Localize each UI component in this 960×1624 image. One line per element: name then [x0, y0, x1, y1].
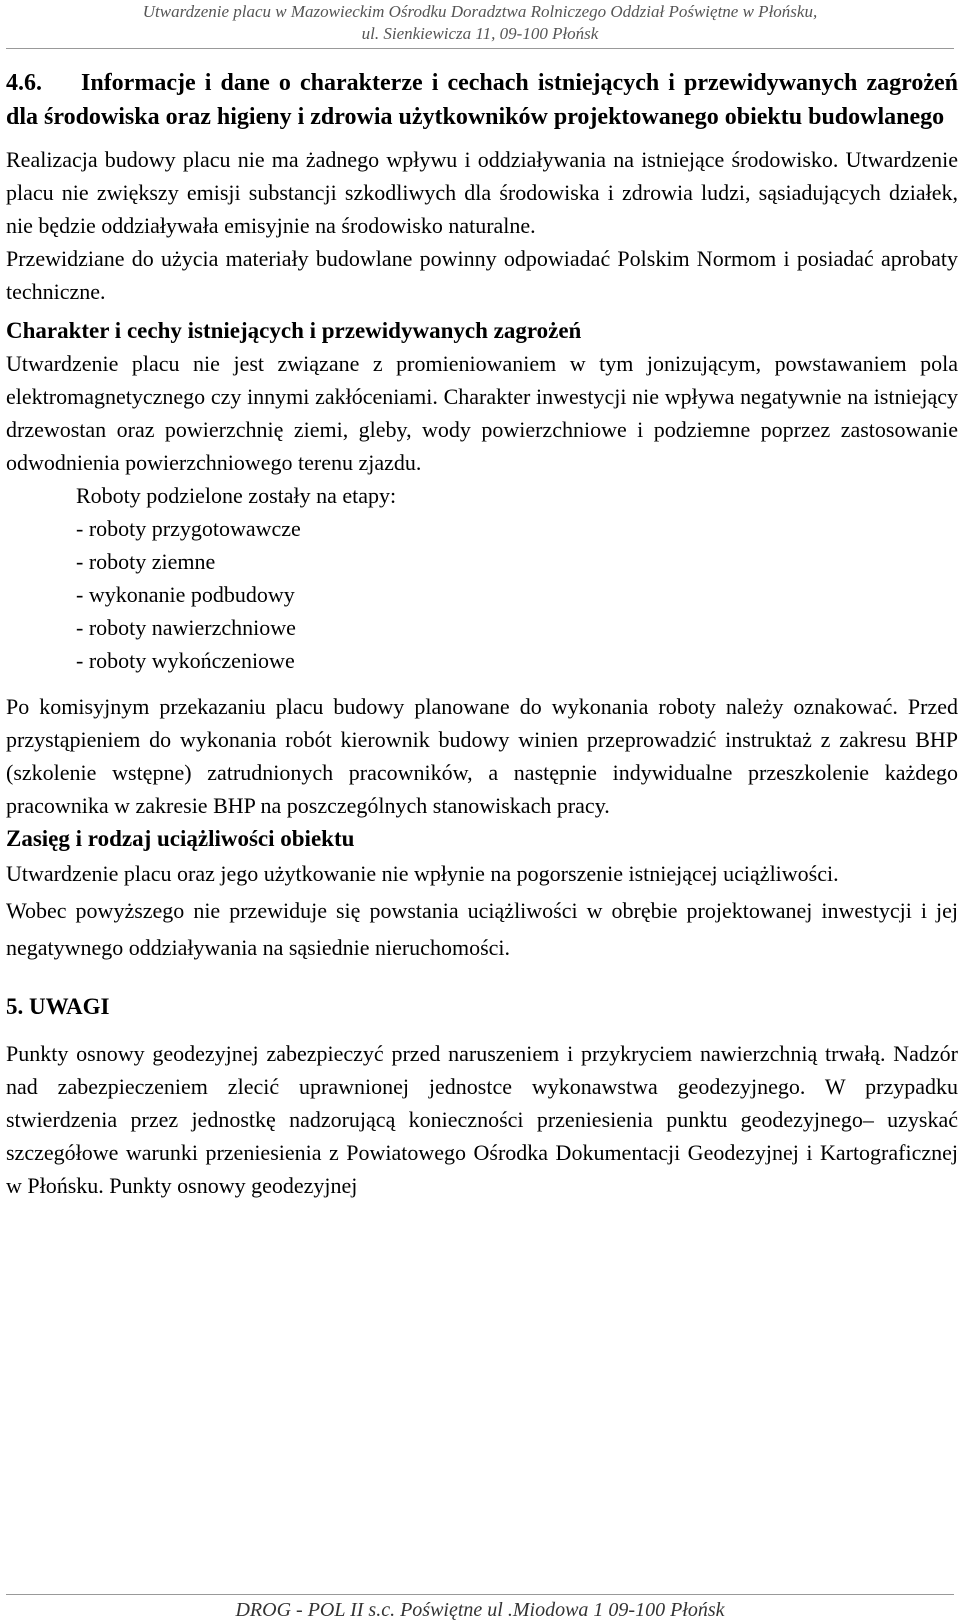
- page-footer: DROG - POL II s.c. Poświętne ul .Miodowa 1 09-100 Płońsk: [235, 1599, 725, 1621]
- paragraph-nuisance: Utwardzenie placu oraz jego użytkowanie nie wpłynie na pogorszenie istniejącej uciążliwości.: [6, 861, 839, 886]
- list-item: - roboty ziemne: [76, 549, 216, 574]
- header-divider: [6, 48, 954, 49]
- section-5-heading: 5. UWAGI: [6, 994, 110, 1019]
- paragraph-safety: Po komisyjnym przekazaniu placu budowy planowane do wykonania roboty należy oznakować. Przed przystąpieniem do wykonania robót kierownik budowy winien przeprowadzić instruktaż z zakresu BHP (szkolenie wstępne) zatrudnionych pracowników, a następnie indywidualne przeszkolenie każdego pracownika w zakresie BHP na poszczególnych stanowiskach pracy.: [6, 694, 958, 818]
- paragraph-materials: Przewidziane do użycia materiały budowlane powinny odpowiadać Polskim Normom i posiadać aprobaty techniczne.: [6, 246, 958, 304]
- section-number: 4.6.: [6, 70, 42, 96]
- list-item: - roboty nawierzchniowe: [76, 615, 296, 640]
- list-item: - roboty przygotowawcze: [76, 516, 301, 541]
- section-4-6-heading: [6, 66, 958, 134]
- section-title: Informacje i dane o charakterze i cechach istniejących i przewidywanych zagrożeń dla środowiska oraz higieny i zdrowia użytkowników projektowanego obiektu budowlanego: [6, 70, 958, 130]
- stages-list: [6, 479, 958, 677]
- subheading-nuisance: Zasięg i rodzaj uciążliwości obiektu: [6, 826, 355, 851]
- header-line-1: Utwardzenie placu w Mazowieckim Ośrodku Doradztwa Rolniczego Oddział Poświętne w Płońsku,: [142, 2, 818, 21]
- paragraph-conclusion: Wobec powyższego nie przewiduje się powstania uciążliwości w obrębie projektowanej inwestycji i jej negatywnego oddziaływania na sąsiednie nieruchomości.: [6, 898, 958, 960]
- document-body: [6, 66, 958, 1202]
- list-item: - wykonanie podbudowy: [76, 582, 295, 607]
- stages-intro: Roboty podzielone zostały na etapy:: [76, 483, 397, 508]
- subheading-threats: Charakter i cechy istniejących i przewidywanych zagrożeń: [6, 318, 582, 343]
- header-line-2: ul. Sienkiewicza 11, 09-100 Płońsk: [361, 24, 599, 43]
- paragraph-survey-points: Punkty osnowy geodezyjnej zabezpieczyć przed naruszeniem i przykryciem nawierzchnią trwałą. Nadzór nad zabezpieczeniem zlecić uprawnionej jednostce wykonawstwa geodezyjnego. W przypadku stwierdzenia przez jednostkę nadzorującą konieczności przeniesienia punktu geodezyjnego– uzyskać szczegółowe warunki przeniesienia z Powiatowego Ośrodka Dokumentacji Geodezyjnej i Kartograficznej w Płońsku. Punkty osnowy geodezyjnej: [6, 1041, 958, 1198]
- list-item: - roboty wykończeniowe: [76, 648, 295, 673]
- paragraph-impact: Realizacja budowy placu nie ma żadnego wpływu i oddziaływania na istniejące środowisko. Utwardzenie placu nie zwiększy emisji substancji szkodliwych dla środowiska i zdrowia ludzi, sąsiadujących działek, nie będzie oddziaływała emisyjnie na środowisko naturalne.: [6, 147, 958, 238]
- footer-divider: [6, 1594, 954, 1595]
- paragraph-threats: Utwardzenie placu nie jest związane z promieniowaniem w tym jonizującym, powstawaniem pola elektromagnetycznego czy innymi zakłóceniami. Charakter inwestycji nie wpływa negatywnie na istniejący drzewostan oraz powierzchnię ziemi, gleby, wody powierzchniowe i podziemne poprzez zastosowanie odwodnienia powierzchniowego terenu zjazdu.: [6, 351, 958, 475]
